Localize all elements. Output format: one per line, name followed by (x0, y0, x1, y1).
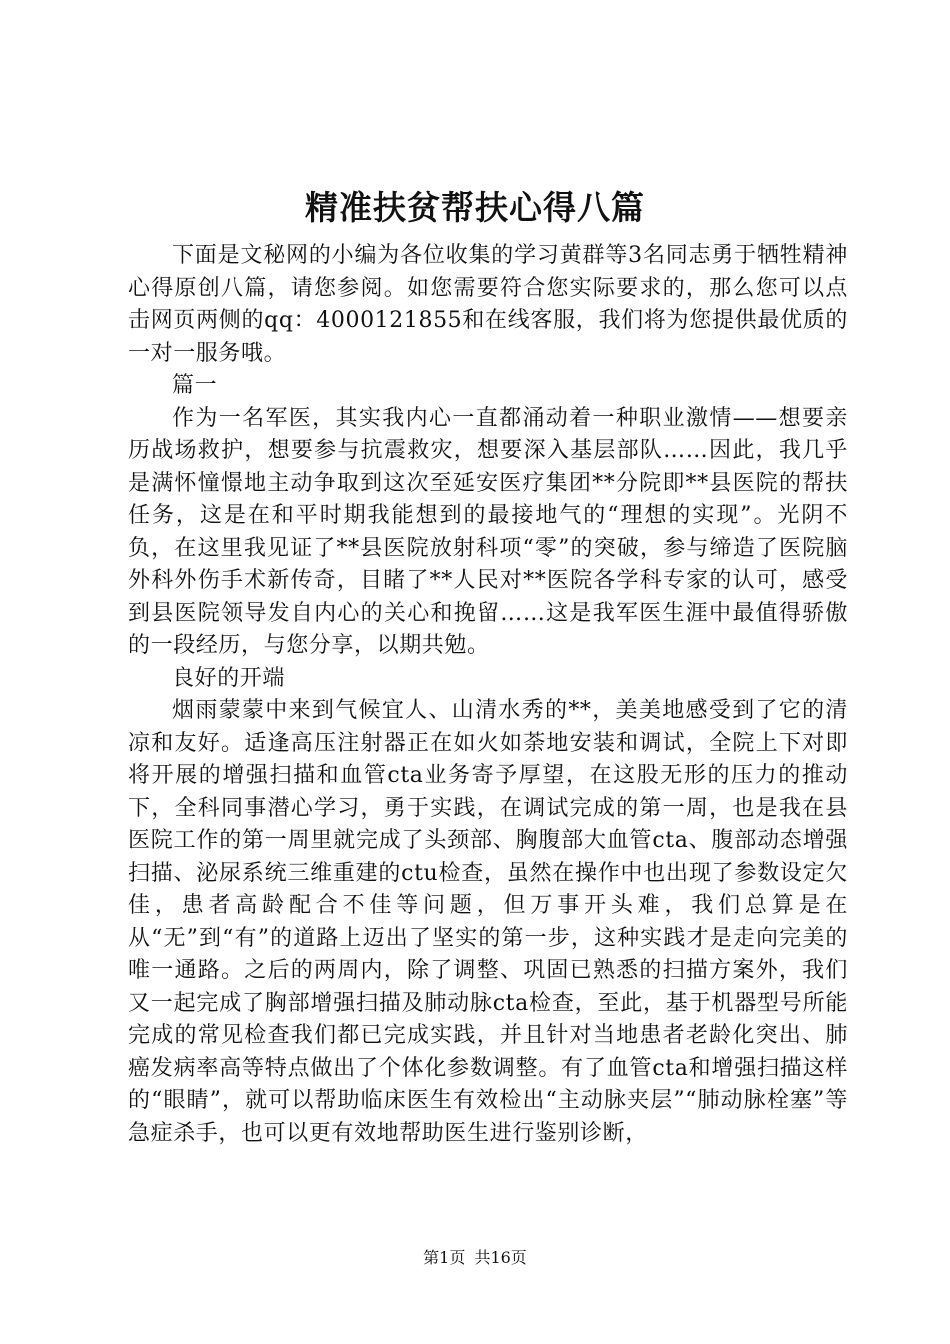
good-start-paragraph: 烟雨蒙蒙中来到气候宜人、山清水秀的**，美美地感受到了它的清凉和友好。适逢高压注射器正在如火如荼地安装和调试，全院上下对即将开展的增强扫描和血管cta业务寄予厚望，在这股无形的压力的推动下，全科同事潜心学习，勇于实践，在调试完成的第一周，也是我在县医院工作的第一周里就完成了头颈部、胸腹部大血管cta、腹部动态增强扫描、泌尿系统三维重建的ctu检查，虽然在操作中也出现了参数设定欠佳，患者高龄配合不佳等问题，但万事开头难，我们总算是在从“无”到“有”的道路上迈出了坚实的第一步，这种实践才是走向完美的唯一通路。之后的两周内，除了调整、巩固已熟悉的扫描方案外，我们又一起完成了胸部增强扫描及肺动脉cta检查，至此，基于机器型号所能完成的常见检查我们都已完成实践，并且针对当地患者老龄化突出、肺癌发病率高等特点做出了个体化参数调整。有了血管cta和增强扫描这样的“眼睛”，就可以帮助临床医生有效检出“主动脉夹层”“肺动脉栓塞”等急症杀手，也可以更有效地帮助医生进行鉴别诊断， (128, 698, 848, 1146)
section-heading-one: 篇一 (172, 373, 218, 398)
intro-paragraph: 下面是文秘网的小编为各位收集的学习黄群等3名同志勇于牺牲精神心得原创八篇，请您参阅。如您需要符合您实际要求的，那么您可以点击网页两侧的qq：4000121855和在线客服，我们将为您提供最优质的一对一服务哦。 (128, 243, 848, 366)
subheading-good-start: 良好的开端 (172, 665, 286, 691)
document-title: 精准扶贫帮扶心得八篇 (305, 188, 645, 227)
section-one-paragraph: 作为一名军医，其实我内心一直都涌动着一种职业激情——想要亲历战场救护，想要参与抗震救灾，想要深入基层部队……因此，我几乎是满怀憧憬地主动争取到这次至延安医疗集团**分院即**县医院的帮扶任务，这是在和平时期我能想到的最接地气的“理想的实现”。光阴不负，在这里我见证了**县医院放射科项“零”的突破，参与缔造了医院脑外科外伤手术新传奇，目睹了**人民对**医院各学科专家的认可，感受到县医院领导发自内心的关心和挽留……这是我军医生涯中最值得骄傲的一段经历，与您分享，以期共勉。 (128, 405, 848, 658)
page-footer: 第1页 共16页 (423, 1248, 527, 1267)
document-body (128, 240, 848, 1150)
